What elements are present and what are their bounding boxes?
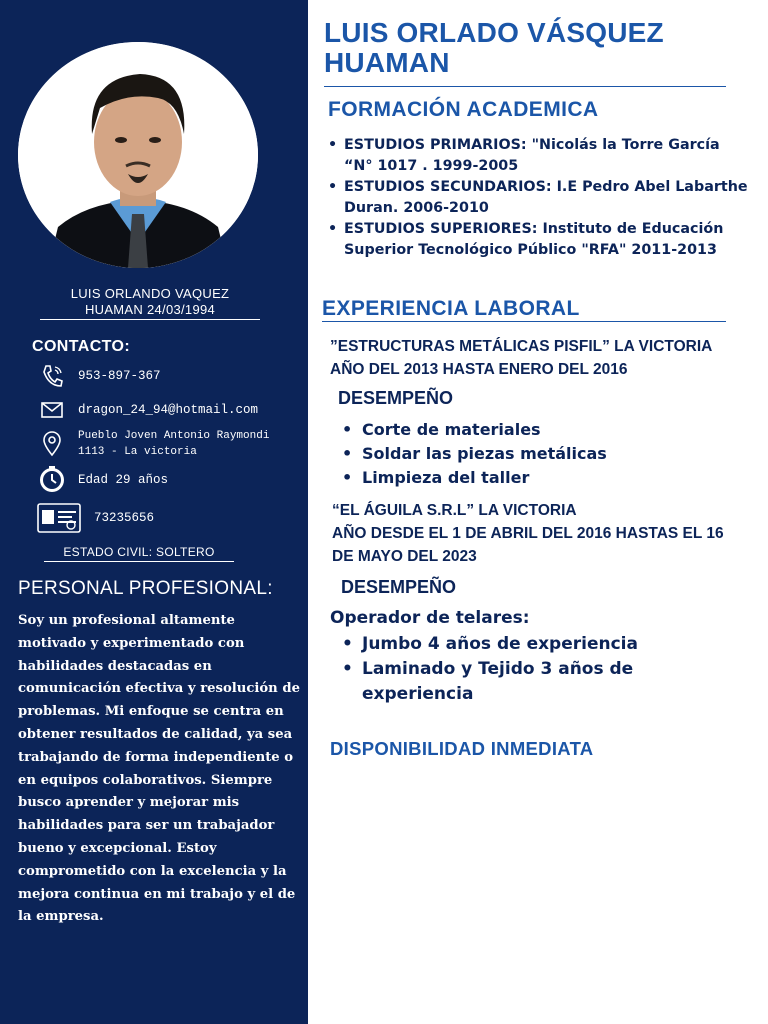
list-item: • Laminado y Tejido 3 años de experiencia [338, 657, 638, 707]
main-content [308, 0, 768, 1024]
job1-company: ”ESTRUCTURAS METÁLICAS PISFIL” LA VICTORIA [330, 338, 713, 355]
address-line1: Pueblo Joven Antonio Raymondi [78, 430, 270, 442]
dni-number: 73235656 [94, 511, 155, 525]
education-title: FORMACIÓN ACADEMICA [328, 98, 599, 121]
email-icon [36, 396, 68, 424]
portrait-illustration [18, 42, 258, 268]
operator-list [338, 632, 638, 707]
job1-header [330, 335, 712, 381]
civil-status: ESTADO CIVIL: SOLTERO [44, 545, 234, 562]
list-item: • Limpieza del taller [340, 466, 607, 490]
phone-number: 953-897-367 [78, 369, 161, 383]
sidebar [0, 0, 308, 1024]
profile-text: Soy un profesional altamente motivado y experimentado con habilidades destacadas en comunicación efectiva y resolución de problemas. Mi enfoque se centra en obtener resultados de calidad, ya sea trabajando de forma independiente o en equipos colaborativos. Siempre busco aprender y mejorar mis habilidades para ser un trabajador bueno y excepcional. Estoy comprometido con la excelencia y la mejora continua en mi trabajo y el de la empresa. [18, 613, 300, 925]
contact-dni [36, 504, 154, 532]
job1-task-list [340, 418, 607, 490]
profile-photo [18, 42, 258, 268]
experience-title: EXPERIENCIA LABORAL [322, 297, 580, 320]
job2-company: “EL ÁGUILA S.R.L” LA VICTORIA [332, 502, 577, 519]
page-title-line1: LUIS ORLADO VÁSQUEZ [324, 17, 664, 48]
operator-title: Operador de telares: [330, 608, 530, 628]
list-item: • Jumbo 4 años de experiencia [338, 632, 638, 657]
title-divider [324, 86, 726, 87]
job2-period-line2: DE MAYO DEL 2023 [332, 548, 477, 565]
page-title [324, 18, 724, 78]
clock-icon [36, 466, 68, 494]
age-text: Edad 29 años [78, 473, 169, 487]
email-address: dragon_24_94@hotmail.com [78, 403, 259, 417]
sidebar-name [40, 286, 260, 320]
list-item: • ESTUDIOS PRIMARIOS: "Nicolás la Torre García “N° 1017 . 1999-2005 [328, 135, 748, 177]
address-line2: 1113 - La victoria [78, 446, 197, 458]
job2-role-title: DESEMPEÑO [341, 577, 457, 597]
contact-age [36, 466, 168, 494]
contact-title: CONTACTO: [32, 338, 131, 355]
list-item: • Corte de materiales [340, 418, 607, 442]
phone-icon [36, 362, 68, 390]
contact-email [36, 396, 258, 424]
sidebar-name-birthdate: HUAMAN 24/03/1994 [40, 302, 260, 320]
page-title-line2: HUAMAN [324, 47, 450, 78]
experience-divider [322, 321, 726, 322]
address-text [78, 428, 269, 460]
education-list [328, 135, 748, 261]
list-item: • Soldar las piezas metálicas [340, 442, 607, 466]
contact-address [36, 428, 269, 460]
contact-phone [36, 362, 161, 390]
job2-period-line1: AÑO DESDE EL 1 DE ABRIL DEL 2016 HASTAS EL 16 [332, 525, 724, 542]
location-pin-icon [36, 430, 68, 458]
job1-period: AÑO DEL 2013 HASTA ENERO DEL 2016 [330, 361, 628, 378]
availability: DISPONIBILIDAD INMEDIATA [330, 738, 594, 759]
job1-role-title: DESEMPEÑO [338, 388, 454, 408]
job2-header [332, 499, 724, 568]
id-card-icon [36, 504, 82, 532]
profile-title: PERSONAL PROFESIONAL: [18, 578, 273, 599]
list-item: • ESTUDIOS SUPERIORES: Instituto de Educación Superior Tecnológico Público "RFA" 2011-2013 [328, 219, 748, 261]
sidebar-name-line1: LUIS ORLANDO VAQUEZ [70, 286, 230, 301]
list-item: • ESTUDIOS SECUNDARIOS: I.E Pedro Abel Labarthe Duran. 2006-2010 [328, 177, 748, 219]
